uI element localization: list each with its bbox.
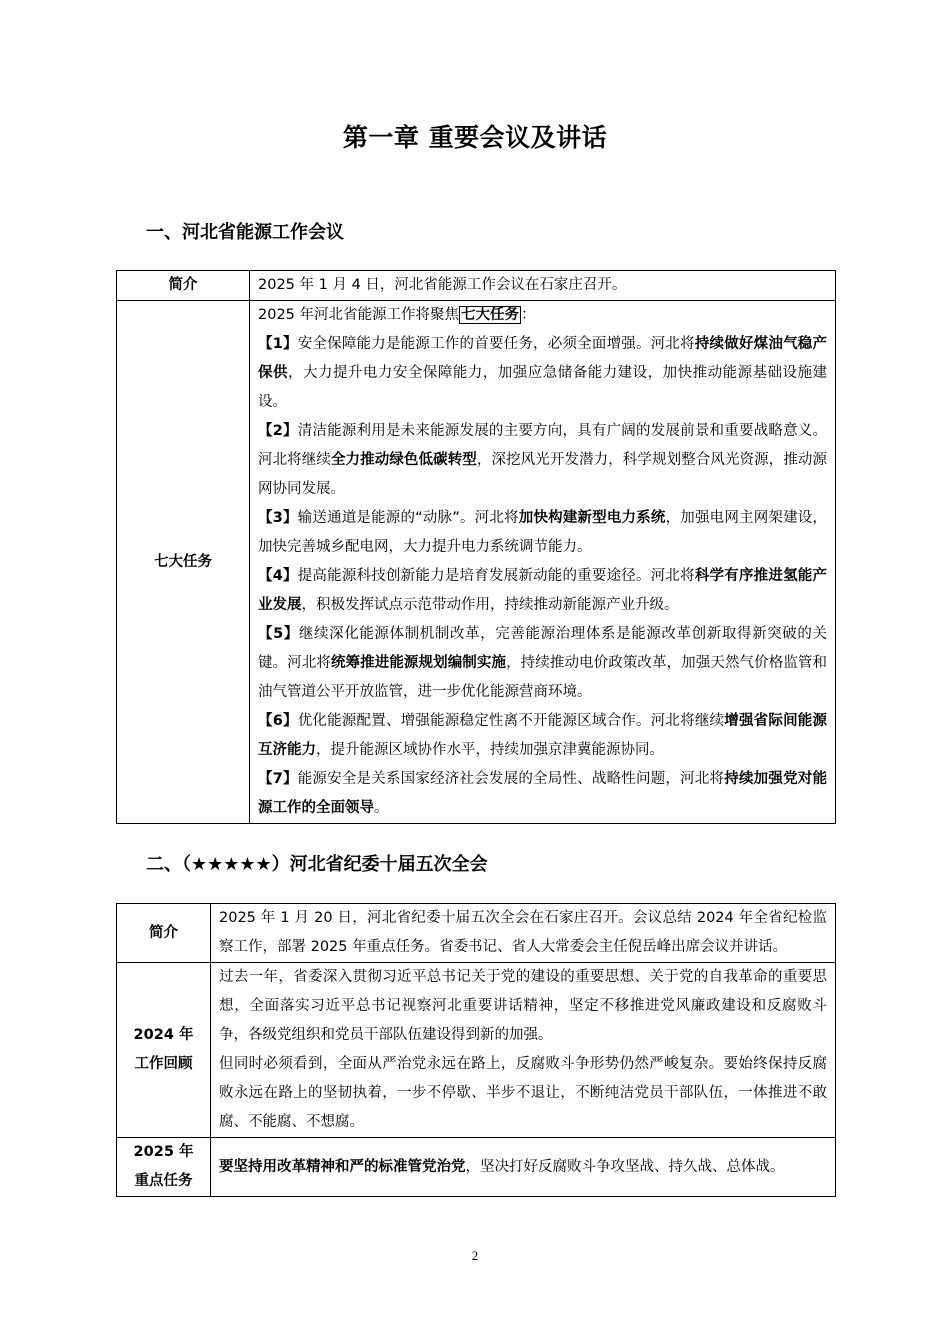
table-row-intro — [117, 904, 836, 963]
tasks-content — [250, 301, 836, 824]
task-item: 【2】清洁能源利用是未来能源发展的主要方向，具有广阔的发展前景和重要战略意义。河北将继续全力推动绿色低碳转型，深挖风光开发潜力，科学规划整合风光资源，推动源网协同发展。 — [258, 423, 828, 497]
review-content — [211, 963, 836, 1138]
intro-text: 2025 年 1 月 4 日，河北省能源工作会议在石家庄召开。 — [250, 271, 836, 301]
table-row-focus — [117, 1138, 836, 1197]
chapter-title: 第一章 重要会议及讲话 — [342, 123, 608, 152]
review-label: 2024 年 工作回顾 — [117, 963, 211, 1138]
table-row-intro — [117, 271, 836, 301]
page-number: 2 — [471, 1248, 479, 1263]
focus-bold: 要坚持用改革精神和严的标准管党治党 — [219, 1158, 466, 1175]
tasks-lead-boxed: 七大任务 — [461, 307, 520, 323]
task-item: 【4】提高能源科技创新能力是培育发展新动能的重要途径。河北将科学有序推进氢能产业发展，积极发挥试点示范带动作用，持续推动新能源产业升级。 — [258, 568, 828, 613]
focus-label: 2025 年 重点任务 — [117, 1138, 211, 1197]
intro-text: 2025 年 1 月 20 日，河北省纪委十届五次全会在石家庄召开。会议总结 2024 年全省纪检监察工作，部署 2025 年重点任务。省委书记、省人大常委会主任倪岳峰出席会议并讲话。 — [211, 904, 836, 963]
tasks-lead: 2025 年河北省能源工作将聚焦 七大任务 ： — [258, 307, 536, 323]
tasks-label: 七大任务 — [117, 301, 250, 824]
review-paragraph-2: 但同时必须看到，全面从严治党永远在路上，反腐败斗争形势仍然严峻复杂。要始终保持反腐败永远在路上的坚韧执着，一步不停歇、半步不退让，不断纯洁党员干部队伍，一体推进不敢腐、不能腐、不想腐。 — [219, 1056, 827, 1130]
intro-label: 简介 — [117, 904, 211, 963]
table-row-review — [117, 963, 836, 1138]
task-item: 【7】能源安全是关系国家经济社会发展的全局性、战略性问题，河北将持续加强党对能源工作的全面领导。 — [258, 771, 827, 816]
energy-meeting-table — [116, 270, 836, 824]
task-item: 【5】继续深化能源体制机制改革，完善能源治理体系是能源改革创新取得新突破的关键。河北将统筹推进能源规划编制实施，持续推动电价政策改革，加强天然气价格监管和油气管道公平开放监管，进一步优化能源营商环境。 — [258, 626, 828, 700]
section-heading-energy-meeting: 一、河北省能源工作会议 — [146, 222, 344, 243]
discipline-plenary-table — [116, 903, 836, 1197]
table-row-tasks — [117, 301, 836, 824]
review-paragraph-1: 过去一年，省委深入贯彻习近平总书记关于党的建设的重要思想、关于党的自我革命的重要思想，全面落实习近平总书记视察河北重要讲话精神，坚定不移推进党风廉政建设和反腐败斗争，各级党组织和党员干部队伍建设得到新的加强。 — [219, 969, 827, 1043]
task-item: 【6】优化能源配置、增强能源稳定性离不开能源区域合作。河北将继续增强省际间能源互济能力，提升能源区域协作水平，持续加强京津冀能源协同。 — [258, 713, 827, 758]
focus-content: 要坚持用改革精神和严的标准管党治党，坚决打好反腐败斗争攻坚战、持久战、总体战。 — [211, 1138, 836, 1197]
task-item: 【3】输送通道是能源的“动脉”。河北将加快构建新型电力系统，加强电网主网架建设，加快完善城乡配电网，大力提升电力系统调节能力。 — [258, 510, 827, 555]
section-heading-discipline-plenary: 二、（★★★★★）河北省纪委十届五次全会 — [146, 854, 488, 875]
intro-label: 简介 — [117, 271, 250, 301]
task-item: 【1】安全保障能力是能源工作的首要任务，必须全面增强。河北将持续做好煤油气稳产保供，大力提升电力安全保障能力，加强应急储备能力建设，加快推动能源基础设施建设。 — [258, 336, 828, 410]
